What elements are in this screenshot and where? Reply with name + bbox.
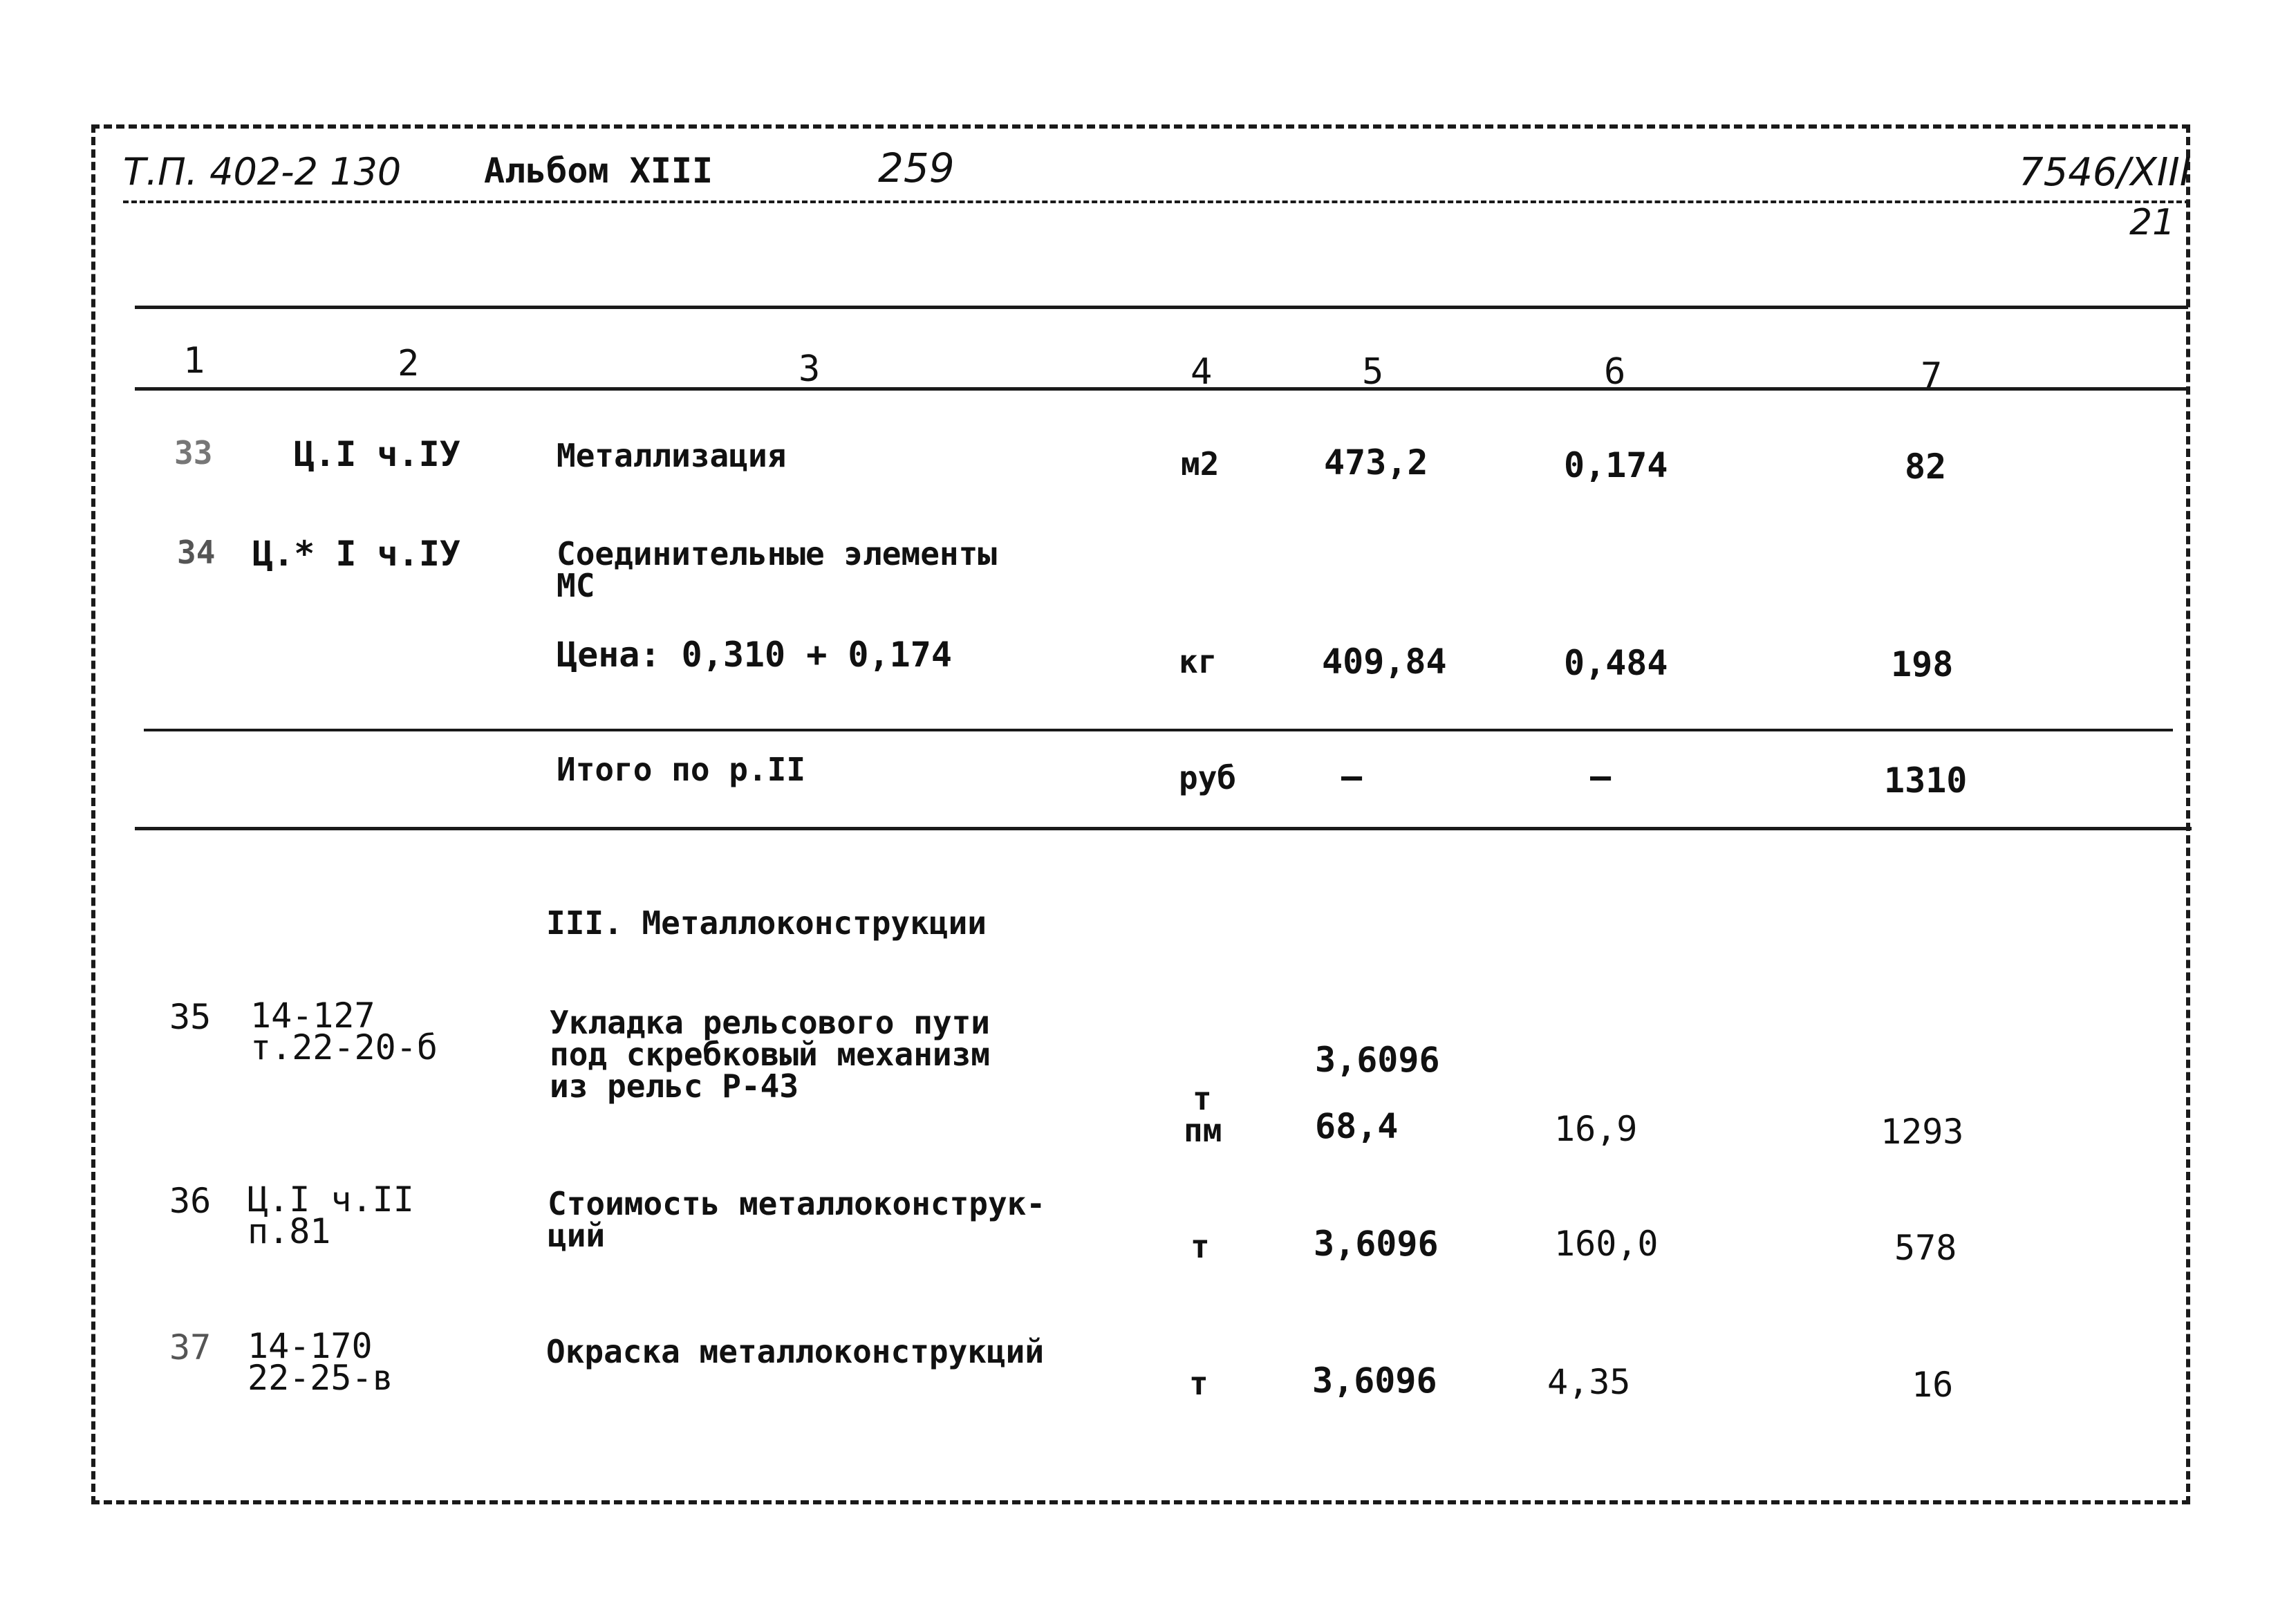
subtotal-top-rule xyxy=(144,729,2173,731)
row-35-total: 1293 xyxy=(1880,1112,1964,1152)
column-header-4: 4 xyxy=(1191,351,1213,393)
sheet-code: 7546/XIII xyxy=(2019,150,2192,195)
row-35-unit-2: пм xyxy=(1184,1112,1222,1149)
column-header-7: 7 xyxy=(1921,355,1943,397)
row-34-number: 34 xyxy=(177,534,216,571)
header-underline xyxy=(123,200,2190,203)
row-34-price-formula: Цена: 0,310 + 0,174 xyxy=(557,635,952,675)
row-37-total: 16 xyxy=(1912,1365,1954,1405)
row-36-quantity: 3,6096 xyxy=(1314,1224,1439,1264)
sheet-mark: 21 xyxy=(2129,202,2176,243)
column-header-3: 3 xyxy=(799,348,821,390)
row-36-unit: т xyxy=(1191,1228,1210,1265)
row-33-reference: Ц.I ч.IУ xyxy=(294,434,460,474)
page-frame xyxy=(91,124,2190,1504)
column-header-1: 1 xyxy=(183,340,205,382)
subtotal-bottom-rule xyxy=(135,827,2192,830)
row-34-description: Соединительные элементы МС xyxy=(557,535,997,604)
row-37-unit: т xyxy=(1189,1365,1208,1402)
row-37-number: 37 xyxy=(169,1327,212,1368)
row-36-price: 160,0 xyxy=(1554,1224,1659,1264)
row-35-price: 16,9 xyxy=(1554,1109,1638,1149)
row-35-reference: 14-127 т.22-20-б xyxy=(250,996,438,1067)
row-35-description: Укладка рельсового пути под скребковый механизм из рельс Р-43 xyxy=(550,1004,990,1105)
row-34-unit: кг xyxy=(1179,643,1217,680)
subtotal-quantity: – xyxy=(1341,756,1363,796)
row-37-price: 4,35 xyxy=(1547,1362,1631,1402)
column-header-6: 6 xyxy=(1604,351,1626,393)
row-33-price: 0,174 xyxy=(1564,445,1668,485)
row-34-price: 0,484 xyxy=(1564,643,1668,683)
row-34-total: 198 xyxy=(1891,644,1954,684)
row-33-description: Металлизация xyxy=(557,437,787,474)
row-36-reference: Ц.I ч.II п.81 xyxy=(248,1179,414,1251)
row-34-reference: Ц.* I ч.IУ xyxy=(252,534,461,574)
row-33-number: 33 xyxy=(174,434,213,472)
page-number: 259 xyxy=(878,144,955,192)
row-34-quantity: 409,84 xyxy=(1322,642,1447,682)
row-35-unit-1: т xyxy=(1193,1080,1212,1117)
row-33-unit: м2 xyxy=(1181,445,1220,483)
row-37-quantity: 3,6096 xyxy=(1312,1361,1437,1401)
table-top-rule xyxy=(135,306,2188,309)
row-33-total: 82 xyxy=(1905,447,1947,487)
column-header-2: 2 xyxy=(398,343,420,384)
section-title: III. Металлоконструкции xyxy=(546,904,987,942)
header-bottom-rule xyxy=(135,387,2188,391)
row-37-description: Окраска металлоконструкций xyxy=(546,1333,1045,1370)
row-33-quantity: 473,2 xyxy=(1324,442,1428,483)
row-35-quantity-2: 68,4 xyxy=(1315,1106,1399,1146)
album-label: Альбом XIII xyxy=(484,151,713,191)
subtotal-unit: руб xyxy=(1179,759,1237,796)
doc-code: Т.П. 402-2 130 xyxy=(123,150,402,194)
subtotal-total: 1310 xyxy=(1884,760,1968,801)
subtotal-label: Итого по р.II xyxy=(557,751,806,788)
row-35-number: 35 xyxy=(169,997,212,1037)
row-36-total: 578 xyxy=(1894,1228,1957,1268)
column-header-5: 5 xyxy=(1362,351,1384,393)
row-37-reference: 14-170 22-25-в xyxy=(248,1326,393,1398)
row-36-number: 36 xyxy=(169,1181,212,1221)
subtotal-price: – xyxy=(1590,756,1612,796)
row-36-description: Стоимость металлоконструк- ций xyxy=(548,1185,1046,1254)
row-35-quantity-1: 3,6096 xyxy=(1315,1040,1440,1080)
